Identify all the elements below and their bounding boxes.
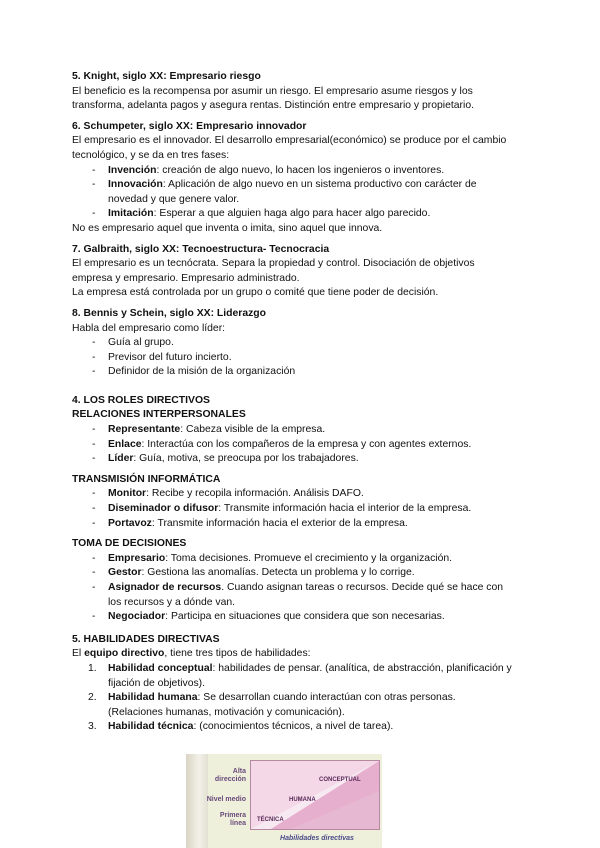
list-item: 1. Habilidad conceptual: habilidades de pensar. (analítica, de abstracción, planificación y fijación de objetivos). <box>88 662 512 689</box>
skills-diagram <box>250 760 380 830</box>
list-item: - Innovación: Aplicación de algo nuevo en un sistema productivo con carácter de novedad y que genere valor. <box>92 179 477 205</box>
section-bennis-title: 8. Bennis y Schein, siglo XX: Liderazgo <box>72 307 267 319</box>
section-knight-text: El beneficio es la recompensa por asumir un riesgo. El empresario asume riesgos y los transforma, adelanta pagos y asegura rentas. Distinción entre empresario y propietario. <box>72 85 474 112</box>
list-item: 3. Habilidad técnica: (conocimientos técnicos, a nivel de tarea). <box>88 721 394 733</box>
figure-caption: Habilidades directivas <box>280 835 354 842</box>
list-item: - Guía al grupo. <box>92 337 174 349</box>
habilidades-list <box>72 662 512 735</box>
interpersonal-title: RELACIONES INTERPERSONALES <box>72 409 246 421</box>
interpersonal-list <box>72 423 512 467</box>
list-item: - Gestor: Gestiona las anomalías. Detecta un problema y lo corrige. <box>92 567 415 579</box>
bennis-list <box>72 336 512 380</box>
list-item: - Portavoz: Transmite información hacia el exterior de la empresa. <box>92 517 408 529</box>
list-item: - Negociador: Participa en situaciones que considera que son necesarias. <box>92 611 445 623</box>
list-item: - Asignador de recursos. Cuando asignan tareas o recursos. Decide qué se hace con los recursos y a dónde van. <box>92 582 504 608</box>
section-galbraith-text1: El empresario es un tecnócrata. Separa la propiedad y control. Disociación de objetivos empresa y empresario. Empresario administrado. <box>72 258 475 284</box>
section-schumpeter-outro: No es empresario aquel que inventa o imita, sino aquel que innova. <box>72 222 383 234</box>
list-item: - Líder: Guía, motiva, se preocupa por los trabajadores. <box>92 453 359 465</box>
list-item: - Definidor de la misión de la organización <box>92 366 296 378</box>
section-bennis-intro: Habla del empresario como líder: <box>72 322 226 334</box>
section-schumpeter-title: 6. Schumpeter, siglo XX: Empresario innovador <box>72 120 307 132</box>
section-galbraith-title: 7. Galbraith, siglo XX: Tecnoestructura- Tecnocracia <box>72 243 330 255</box>
habilidades-intro: El equipo directivo, tiene tres tipos de habilidades: <box>72 648 311 660</box>
list-item: - Diseminador o difusor: Transmite información hacia el interior de la empresa. <box>92 503 472 515</box>
list-item: - Imitación: Esperar a que alguien haga algo para hacer algo parecido. <box>92 208 431 220</box>
list-item: - Enlace: Interactúa con los compañeros de la empresa y con agentes externos. <box>92 438 472 450</box>
section-galbraith-text2: La empresa está controlada por un grupo o comité que tiene poder de decisión. <box>72 287 439 299</box>
decisiones-title: TOMA DE DECISIONES <box>72 538 187 550</box>
section-schumpeter-intro: El empresario es el innovador. El desarrollo empresarial(económico) se produce por el cambio tecnológico, y se da en tres fases: <box>72 135 507 161</box>
level-label-medio: Nivel medio <box>206 796 246 803</box>
tecnica-label: TÉCNICA <box>257 817 284 823</box>
informativa-title: TRANSMISIÓN INFORMÁTICA <box>72 473 221 485</box>
habilidades-title: 5. HABILIDADES DIRECTIVAS <box>72 633 220 645</box>
list-item: - Monitor: Recibe y recopila información. Análisis DAFO. <box>92 488 364 500</box>
section-knight-title: 5. Knight, siglo XX: Empresario riesgo <box>72 71 261 82</box>
roles-title: 4. LOS ROLES DIRECTIVOS <box>72 394 210 406</box>
decisiones-list <box>72 552 512 625</box>
level-label-primera: Primera línea <box>219 812 246 827</box>
informativa-list <box>72 487 512 531</box>
list-item: 2. Habilidad humana: Se desarrollan cuando interactúan con otras personas. (Relaciones humanas, motivación y comunicación). <box>88 692 456 718</box>
list-item: - Previsor del futuro incierto. <box>92 351 232 363</box>
list-item: - Empresario: Toma decisiones. Promueve el crecimiento y la organización. <box>92 552 453 564</box>
list-item: - Representante: Cabeza visible de la empresa. <box>92 424 326 436</box>
list-item: - Invención: creación de algo nuevo, lo hacen los ingenieros o inventores. <box>92 164 445 176</box>
document-body <box>72 70 512 735</box>
habilidades-figure <box>186 754 382 848</box>
humana-label: HUMANA <box>289 797 316 803</box>
conceptual-label: CONCEPTUAL <box>319 777 361 783</box>
schumpeter-phases-list <box>72 164 512 222</box>
level-label-alta: Alta dirección <box>214 768 246 783</box>
